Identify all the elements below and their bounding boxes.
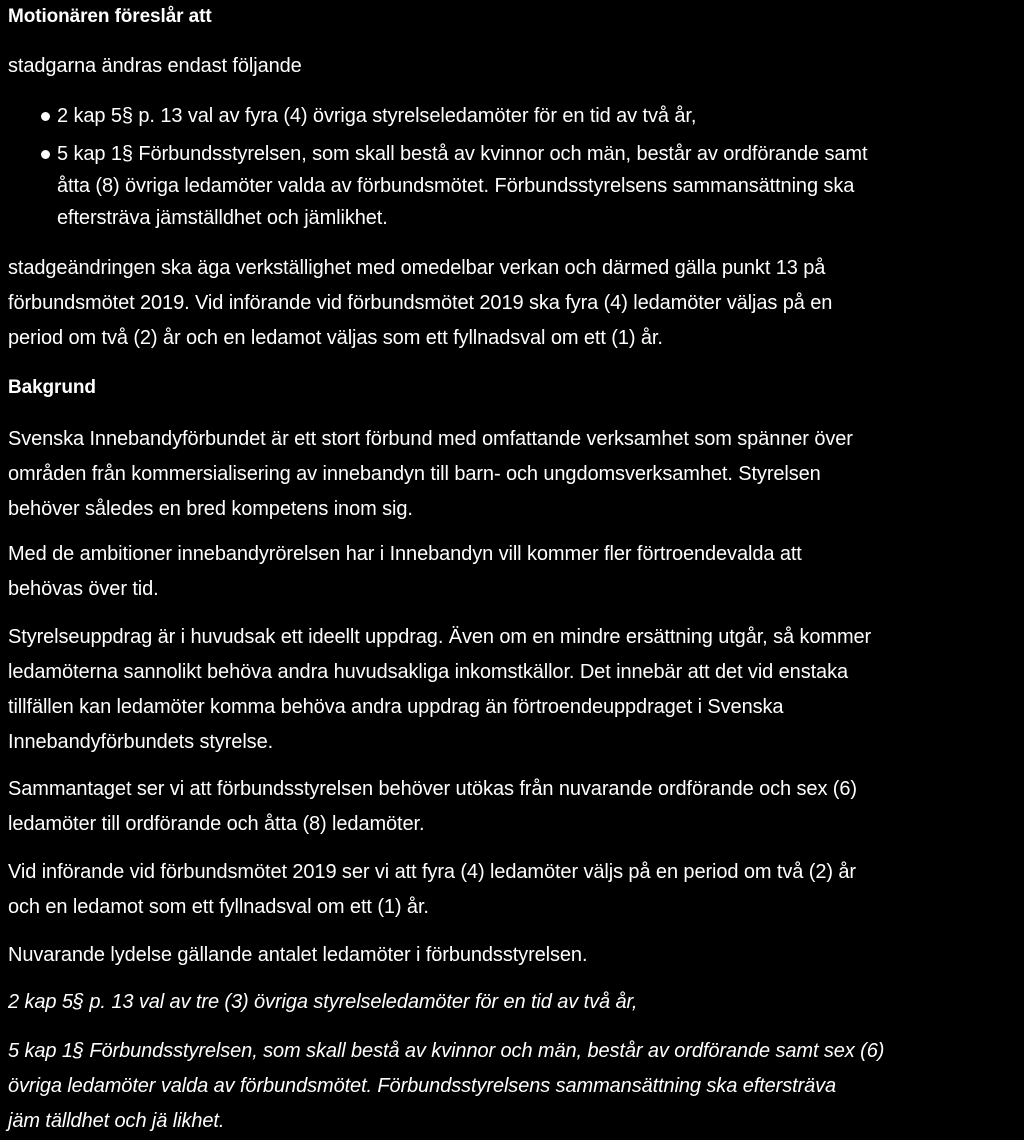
text-line: period om två (2) år och en ledamot väljas som ett fyllnadsval om ett (1) år. — [8, 327, 663, 349]
proposal-bullet-list — [0, 100, 867, 234]
text-line: stadgeändringen ska äga verkställighet med omedelbar verkan och därmed gälla punkt 13 på — [8, 257, 826, 279]
paragraph-background-5 — [8, 855, 856, 925]
quote-current-kap2: 2 kap 5§ p. 13 val av tre (3) övriga styrelseledamöter för en tid av två år, — [8, 991, 638, 1013]
text-line: behövas över tid. — [8, 578, 159, 600]
heading-background: Bakgrund — [8, 377, 96, 398]
text-line: ledamöter till ordförande och åtta (8) ledamöter. — [8, 813, 425, 835]
text-line: förbundsmötet 2019. Vid införande vid förbundsmötet 2019 ska fyra (4) ledamöter väljas på en — [8, 292, 833, 314]
text-line: Sammantaget ser vi att förbundsstyrelsen behöver utökas från nuvarande ordförande och sex (6) — [8, 778, 857, 800]
quote-current-kap5 — [8, 1034, 884, 1139]
heading-motion-proposal: Motionären föreslår att — [8, 6, 212, 27]
bullet-dot-icon — [41, 150, 50, 159]
text-line: Med de ambitioner innebandyrörelsen har i Innebandyn vill kommer fler förtroendevalda att — [8, 543, 802, 565]
text-line: behöver således en bred kompetens inom sig. — [8, 498, 413, 520]
text-line: Styrelseuppdrag är i huvudsak ett ideellt uppdrag. Även om en mindre ersättning utgår, så kommer — [8, 626, 872, 648]
text-line: Vid införande vid förbundsmötet 2019 ser vi att fyra (4) ledamöter väljs på en period om två (2) år — [8, 861, 856, 883]
intro-line: stadgarna ändras endast följande — [8, 55, 302, 77]
paragraph-effect — [8, 251, 832, 356]
bullet-item-kap2 — [0, 100, 867, 132]
paragraph-current-wording: Nuvarande lydelse gällande antalet ledamöter i förbundsstyrelsen. — [8, 944, 588, 966]
bullet-dot-icon — [41, 112, 50, 121]
text-line: områden från kommersialisering av innebandyn till barn- och ungdomsverksamhet. Styrelsen — [8, 463, 821, 485]
bullet-line: 2 kap 5§ p. 13 val av fyra (4) övriga styrelseledamöter för en tid av två år, — [57, 105, 697, 127]
paragraph-background-1 — [8, 422, 853, 527]
bullet-line: 5 kap 1§ Förbundsstyrelsen, som skall bestå av kvinnor och män, består av ordförande samt — [57, 143, 868, 165]
text-line: övriga ledamöter valda av förbundsmötet. Förbundsstyrelsens sammansättning ska eftersträva — [8, 1075, 837, 1097]
text-line: Innebandyförbundets styrelse. — [8, 731, 274, 753]
bullet-line: åtta (8) övriga ledamöter valda av förbundsmötet. Förbundsstyrelsens sammansättning ska — [57, 175, 855, 197]
text-line: Svenska Innebandyförbundet är ett stort förbund med omfattande verksamhet som spänner över — [8, 428, 853, 450]
text-line: jäm tälldhet och jä likhet. — [8, 1110, 225, 1132]
paragraph-background-2 — [8, 537, 802, 607]
paragraph-background-3 — [8, 620, 871, 760]
bullet-item-kap5 — [0, 138, 867, 234]
text-line: och en ledamot som ett fyllnadsval om ett (1) år. — [8, 896, 429, 918]
text-line: 5 kap 1§ Förbundsstyrelsen, som skall bestå av kvinnor och män, består av ordförande samt sex (6) — [8, 1040, 885, 1062]
text-line: tillfällen kan ledamöter komma behöva andra uppdrag än förtroendeuppdraget i Svenska — [8, 696, 784, 718]
text-line: ledamöterna sannolikt behöva andra huvudsakliga inkomstkällor. Det innebär att det vid enstaka — [8, 661, 849, 683]
bullet-line: eftersträva jämställdhet och jämlikhet. — [57, 207, 388, 229]
paragraph-background-4 — [8, 772, 857, 842]
